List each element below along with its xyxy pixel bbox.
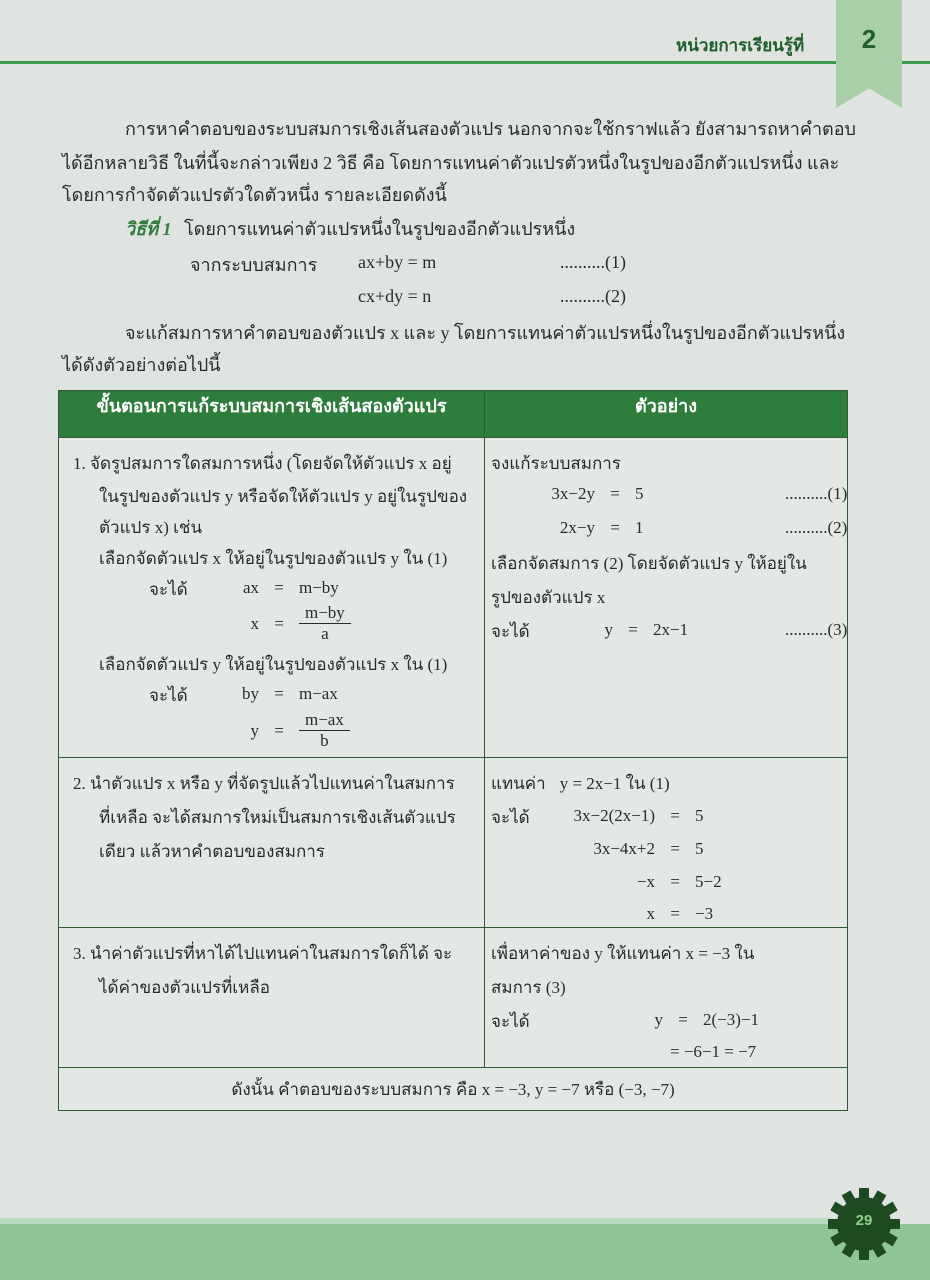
- denominator: b: [320, 731, 329, 750]
- eq-lhs: y: [250, 720, 259, 740]
- equation: [553, 1010, 759, 1030]
- unit-number: 2: [861, 24, 877, 54]
- example-text: จงแก้ระบบสมการ: [491, 454, 621, 473]
- example-3-cell: [485, 928, 848, 1068]
- equation-2-ref: ..........(2): [560, 286, 626, 306]
- step-text: เลือกจัดตัวแปร y ให้อยู่ในรูปของตัวแปร x ใน (1): [99, 655, 448, 674]
- example-text: เลือกจัดสมการ (2) โดยจัดตัวแปร y ให้อยู่ใน: [491, 554, 807, 573]
- step-text: 2. นำตัวแปร x หรือ y ที่จัดรูปแล้วไปแทนค่าในสมการ: [73, 774, 455, 793]
- eq-sign: =: [628, 620, 638, 639]
- eq-lhs: x: [646, 904, 655, 923]
- eq-rhs: 1: [635, 518, 644, 537]
- step-text: 3. นำค่าตัวแปรที่หาได้ไปแทนค่าในสมการใดก็ได้ จะ: [73, 944, 453, 963]
- fraction: [299, 603, 351, 644]
- jadai-label: จะได้: [491, 622, 530, 641]
- eq-rhs: 5: [635, 484, 644, 503]
- eq-lhs: y: [604, 620, 613, 639]
- eq-lhs: y: [654, 1010, 663, 1029]
- eq-rhs: 2(−3)−1: [703, 1010, 759, 1029]
- sub-label: แทนค่า: [491, 774, 546, 793]
- step-3-cell: [59, 928, 485, 1068]
- equation: [503, 620, 847, 640]
- jadai-label: จะได้: [491, 808, 530, 827]
- equation-1-ref: ..........(1): [560, 252, 626, 272]
- eq-sign: =: [274, 578, 284, 597]
- example-text: รูปของตัวแปร x: [491, 588, 606, 607]
- step-text: เดียว แล้วหาคำตอบของสมการ: [99, 842, 325, 861]
- eq-rhs: −3: [695, 904, 714, 923]
- step-text: ตัวแปร x) เช่น: [99, 518, 203, 537]
- equation: [535, 872, 722, 892]
- page-number: 29: [855, 1212, 873, 1229]
- conclusion: ดังนั้น คำตอบของระบบสมการ คือ x = −3, y = −7 หรือ (−3, −7): [59, 1068, 848, 1111]
- jadai-label: จะได้: [149, 686, 188, 705]
- footer-band: [0, 1224, 930, 1280]
- header-rule: [0, 61, 930, 64]
- intro-line: โดยการกำจัดตัวแปรตัวใดตัวหนึ่ง รายละเอียดดังนี้: [62, 185, 447, 205]
- eq-lhs: ax: [242, 578, 259, 597]
- eq-rhs: 5: [695, 839, 704, 858]
- eq-sign: =: [274, 720, 284, 740]
- eq-rhs: 5: [695, 806, 704, 825]
- example-text: สมการ (3): [491, 978, 566, 997]
- eq-lhs: 2x−y: [559, 518, 595, 537]
- eq-sign: =: [274, 613, 284, 633]
- denominator: a: [321, 624, 329, 643]
- eq-sign: =: [670, 839, 680, 858]
- eq-lhs: −x: [636, 872, 655, 891]
- fraction: [299, 710, 350, 751]
- eq-sign: =: [610, 484, 620, 503]
- sub-equation: y = 2x−1 ใน (1): [559, 774, 670, 793]
- equation: [149, 684, 338, 704]
- equation: = −6−1 = −7: [670, 1042, 757, 1061]
- step-2-cell: [59, 758, 485, 928]
- step-text: ที่เหลือ จะได้สมการใหม่เป็นสมการเชิงเส้นตัวแปร: [99, 808, 456, 827]
- eq-ref: ..........(3): [785, 620, 848, 639]
- header-steps: ขั้นตอนการแก้ระบบสมการเชิงเส้นสองตัวแปร: [59, 391, 485, 438]
- eq-sign: =: [670, 904, 680, 923]
- from-label: จากระบบสมการ: [190, 255, 318, 275]
- method-table: [58, 390, 848, 1111]
- equation: [535, 839, 704, 859]
- equation: [149, 578, 339, 598]
- eq-lhs: by: [242, 684, 259, 703]
- equation: [485, 484, 847, 504]
- numerator: m−by: [299, 603, 351, 624]
- numerator: m−ax: [299, 710, 350, 731]
- eq-sign: =: [274, 684, 284, 703]
- eq-lhs: 3x−2(2x−1): [573, 806, 655, 825]
- equation-2: cx+dy = n: [358, 286, 432, 306]
- equation: [485, 518, 847, 538]
- eq-sign: =: [678, 1010, 688, 1029]
- eq-lhs: x: [250, 613, 259, 633]
- method-text: โดยการแทนค่าตัวแปรหนึ่งในรูปของอีกตัวแปรหนึ่ง: [183, 219, 576, 239]
- step-text: ได้ค่าของตัวแปรที่เหลือ: [99, 978, 270, 997]
- step-text: เลือกจัดตัวแปร x ให้อยู่ในรูปของตัวแปร y ใน (1): [99, 549, 448, 568]
- step-1-cell: [59, 438, 485, 758]
- example-1-cell: [485, 438, 848, 758]
- example-2-cell: [485, 758, 848, 928]
- eq-rhs: m−by: [299, 578, 339, 597]
- jadai-label: จะได้: [149, 580, 188, 599]
- eq-rhs: m−ax: [299, 684, 338, 703]
- step-text: ในรูปของตัวแปร y หรือจัดให้ตัวแปร y อยู่ในรูปของ: [99, 487, 468, 506]
- eq-ref: ..........(2): [785, 518, 848, 537]
- intro-line: ได้ดังตัวอย่างต่อไปนี้: [62, 355, 221, 375]
- eq-lhs: 3x−4x+2: [593, 839, 655, 858]
- example-text: เพื่อหาค่าของ y ให้แทนค่า x = −3 ใน: [491, 944, 755, 963]
- equation: [535, 904, 713, 924]
- method-label: วิธีที่ 1: [125, 219, 172, 239]
- intro-line: ได้อีกหลายวิธี ในที่นี้จะกล่าวเพียง 2 วิธี คือ โดยการแทนค่าตัวแปรตัวหนึ่งในรูปของอีกตัวแปรหนึ่ง และ: [62, 153, 840, 173]
- equation-1: ax+by = m: [358, 252, 437, 272]
- equation: [535, 806, 704, 826]
- eq-sign: =: [670, 872, 680, 891]
- unit-label: หน่วยการเรียนรู้ที่: [676, 36, 805, 55]
- eq-rhs: 2x−1: [653, 620, 689, 639]
- equation: [149, 603, 351, 644]
- intro-line: จะแก้สมการหาคำตอบของตัวแปร x และ y โดยการแทนค่าตัวแปรหนึ่งในรูปของอีกตัวแปรหนึ่ง: [125, 323, 846, 343]
- eq-lhs: 3x−2y: [551, 484, 595, 503]
- header-example: ตัวอย่าง: [485, 391, 848, 438]
- equation: [149, 710, 350, 751]
- eq-sign: =: [610, 518, 620, 537]
- intro-line: การหาคำตอบของระบบสมการเชิงเส้นสองตัวแปร นอกจากจะใช้กราฟแล้ว ยังสามารถหาคำตอบ: [125, 119, 856, 139]
- eq-rhs: 5−2: [695, 872, 722, 891]
- eq-sign: =: [670, 806, 680, 825]
- jadai-label: จะได้: [491, 1012, 530, 1031]
- eq-ref: ..........(1): [785, 484, 848, 503]
- step-text: 1. จัดรูปสมการใดสมการหนึ่ง (โดยจัดให้ตัวแปร x อยู่: [73, 454, 452, 473]
